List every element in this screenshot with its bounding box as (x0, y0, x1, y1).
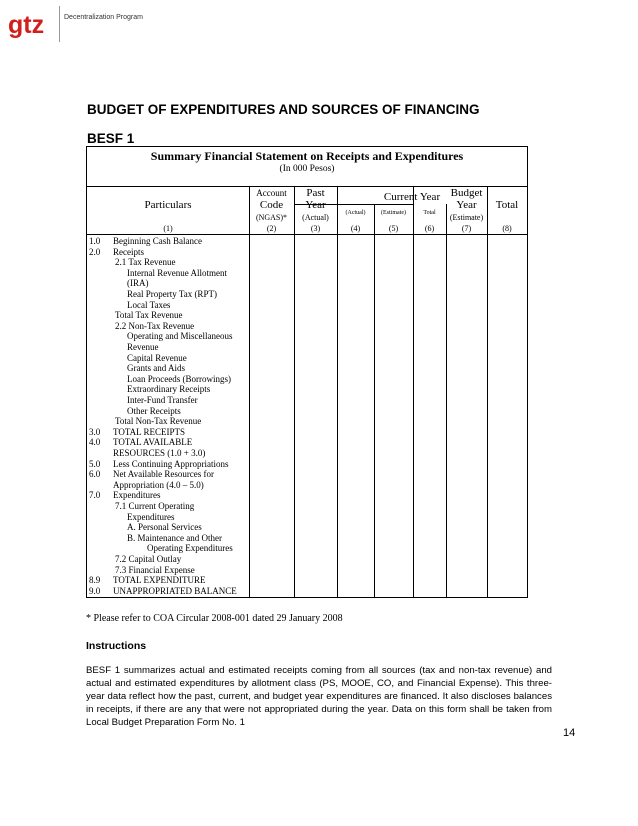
account-code-header-3: (NGAS)* (255, 213, 288, 222)
account-code-header-1: Account (256, 188, 287, 198)
row-label: TOTAL AVAILABLE (113, 437, 193, 448)
row-label: Appropriation (4.0 – 5.0) (113, 479, 204, 490)
col-number: (1) (163, 224, 173, 233)
row-label: A. Personal Services (127, 522, 202, 533)
row-label: Net Available Resources for (113, 469, 215, 480)
col-number: (5) (388, 224, 399, 233)
col-divider (374, 204, 375, 597)
row-label: Expenditures (127, 511, 175, 522)
col-divider (413, 186, 414, 597)
page-number: 14 (563, 727, 576, 739)
col-number: (4) (350, 224, 361, 233)
row-label: (IRA) (127, 278, 149, 289)
row-label: UNAPPROPRIATED BALANCE (113, 585, 237, 596)
row-number: 5.0 (89, 458, 101, 469)
row-label: Less Continuing Appropriations (113, 458, 229, 469)
row-label: Capital Revenue (127, 352, 187, 363)
row-label: TOTAL EXPENDITURE (113, 575, 206, 586)
row-label: Expenditures (113, 490, 161, 501)
row-label: Inter-Fund Transfer (127, 395, 198, 405)
total-header: Total (495, 199, 519, 211)
row-label: Operating Expenditures (147, 543, 233, 554)
row-number: 1.0 (89, 236, 101, 246)
col-number: (3) (310, 224, 321, 233)
cy-total-header: Total (423, 210, 436, 216)
account-code-header-2: Code (259, 199, 284, 211)
table-title: Summary Financial Statement on Receipts and Expenditures (150, 149, 464, 163)
gtz-logo: gtz (8, 11, 45, 39)
col-divider (249, 186, 250, 597)
col-number: (8) (502, 224, 512, 233)
row-label: Operating and Miscellaneous (127, 331, 233, 342)
row-number: 9.0 (89, 585, 101, 596)
row-label: 7.3 Financial Expense (115, 564, 195, 575)
row-label: TOTAL RECEIPTS (113, 426, 186, 437)
col-divider (446, 204, 447, 597)
row-number: 2.0 (89, 246, 101, 257)
row-label: Real Property Tax (RPT) (127, 289, 217, 299)
table-subtitle: (In 000 Pesos) (279, 164, 335, 174)
particulars-header: Particulars (144, 199, 192, 211)
col-divider (337, 186, 338, 597)
row-number: 7.0 (89, 490, 101, 501)
row-label: RESOURCES (1.0 + 3.0) (113, 448, 206, 458)
row-label: 7.1 Current Operating (115, 501, 195, 511)
past-year-header-2: Year (305, 199, 326, 211)
cy-actual-header: (Actual) (345, 210, 366, 216)
col-divider (294, 186, 295, 597)
document-title: BUDGET OF EXPENDITURES AND SOURCES OF FINANCING (87, 102, 480, 117)
row-label: Revenue (127, 342, 159, 352)
past-year-header-3: (Actual) (302, 213, 329, 222)
row-label: 2.1 Tax Revenue (115, 257, 176, 268)
cy-estimate-header: (Estimate) (381, 210, 406, 216)
row-label: Receipts (113, 246, 144, 257)
logo-divider (59, 6, 60, 42)
row-number: 8.9 (89, 575, 101, 586)
row-label: Extraordinary Receipts (127, 384, 211, 395)
col-number: (6) (424, 224, 435, 233)
instructions-body: BESF 1 summarizes actual and estimated receipts coming from all sources (tax and non-tax revenue) and actual and estimated expenditures by allotment class (PS, MOOE, CO, and Financial Expense). This three-year data reflect how the past, current, and budget year expenditures are financed. It also discloses balances in receipts, if there are any that were not appropriated during the year. Data on this form shall be taken from Local Budget Preparation Form No. 1 (86, 665, 552, 728)
row-number: 3.0 (89, 426, 101, 437)
budget-year-header-3: (Estimate) (449, 213, 484, 222)
row-label: Total Non-Tax Revenue (115, 416, 202, 427)
row-label: Beginning Cash Balance (113, 236, 202, 246)
form-code: BESF 1 (87, 131, 135, 146)
row-label: Other Receipts (127, 405, 181, 416)
row-label: Internal Revenue Allotment (127, 267, 227, 278)
row-label: Total Tax Revenue (115, 310, 183, 321)
program-name: Decentralization Program (64, 14, 143, 21)
col-number: (7) (461, 224, 472, 233)
row-number: 4.0 (89, 437, 101, 448)
row-label: 2.2 Non-Tax Revenue (115, 320, 195, 331)
col-number: (2) (266, 224, 277, 233)
row-label: Grants and Aids (127, 363, 185, 374)
footnote: * Please refer to COA Circular 2008-001 dated 29 January 2008 (86, 613, 343, 624)
current-year-header: Current Year (383, 191, 441, 203)
instructions-heading: Instructions (86, 640, 147, 652)
row-label: Loan Proceeds (Borrowings) (127, 373, 231, 384)
past-year-header-1: Past (306, 187, 325, 199)
budget-year-header-1: Budget (450, 187, 483, 199)
row-label: 7.2 Capital Outlay (115, 554, 182, 564)
row-label: B. Maintenance and Other (127, 532, 222, 543)
col-divider (487, 186, 488, 597)
row-number: 6.0 (89, 469, 101, 480)
header-bottom-rule (87, 234, 527, 235)
row-label: Local Taxes (127, 299, 171, 310)
budget-year-header-2: Year (456, 199, 477, 211)
summary-table (86, 146, 528, 598)
